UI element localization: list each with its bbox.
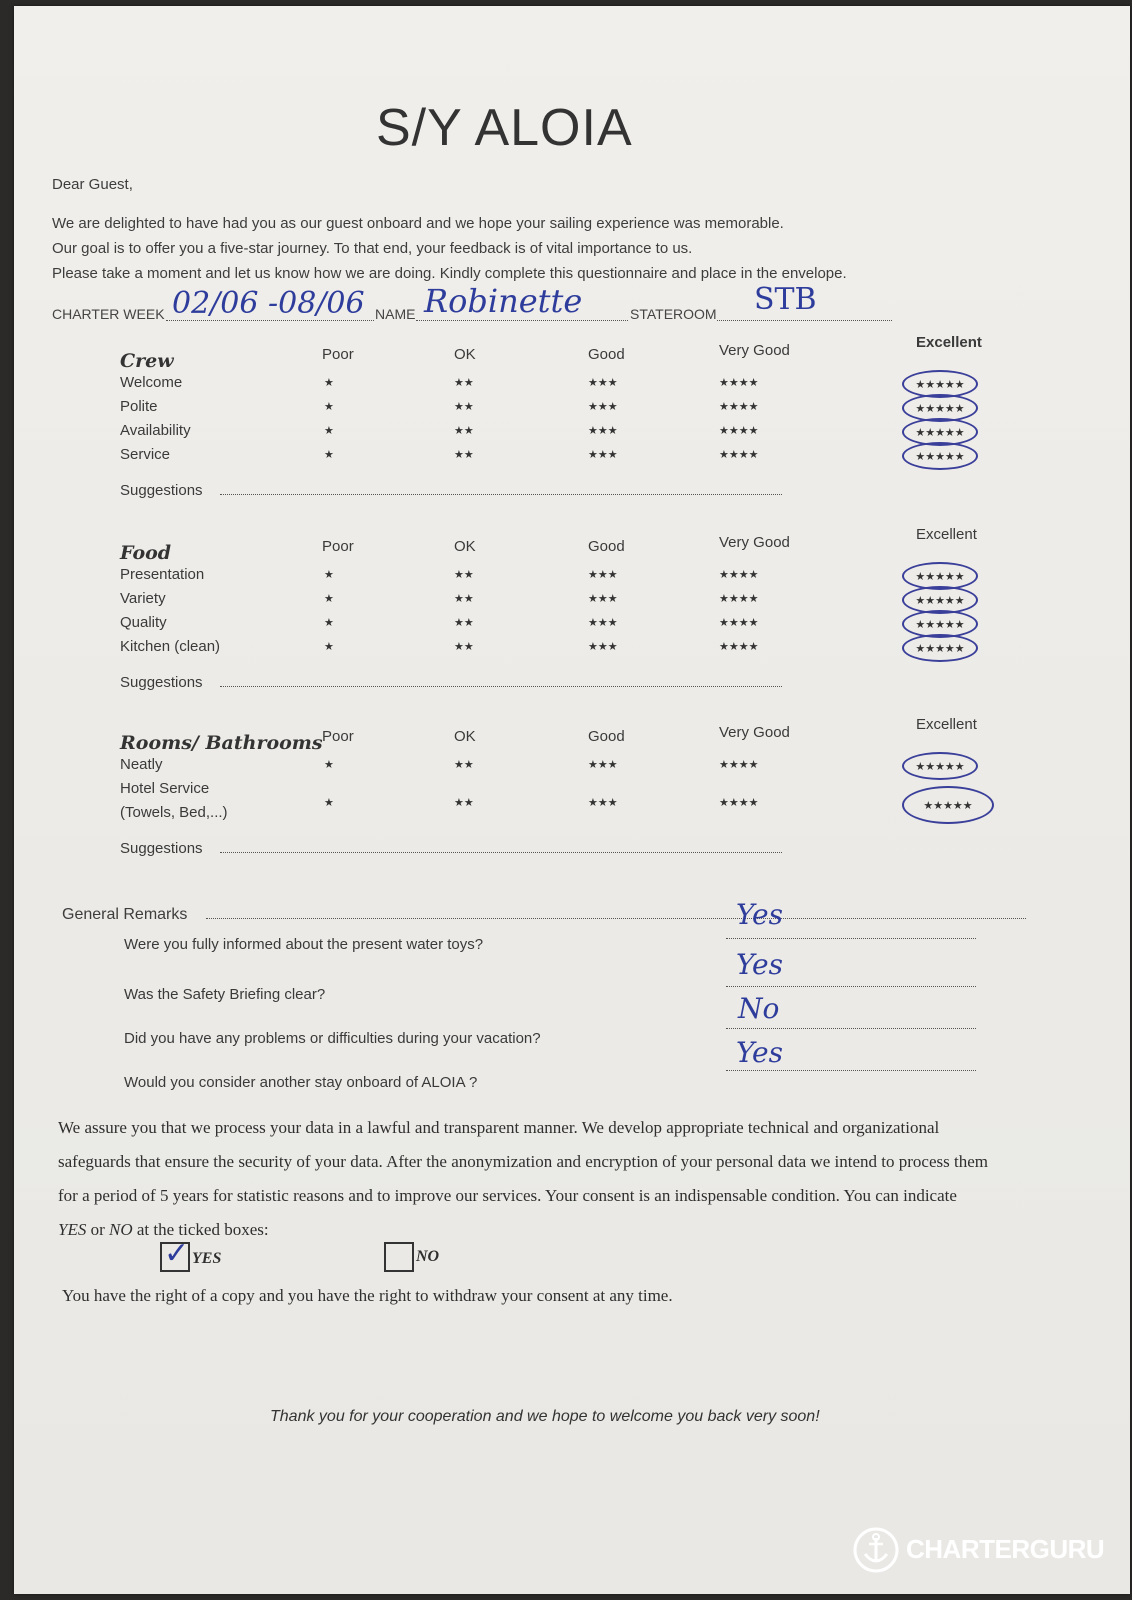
suggestions-line[interactable]: [220, 852, 782, 853]
consent-yes-checkbox[interactable]: [160, 1236, 190, 1272]
answer-line: [726, 938, 976, 939]
rating-item-label: Presentation: [120, 566, 205, 583]
feedback-form-sheet: [14, 6, 1130, 1594]
privacy-line-2: safeguards that ensure the security of your data. After the anonymization and encryption of your personal data we intend to process them: [58, 1152, 988, 1171]
rating-stars-option[interactable]: ★★: [454, 641, 474, 653]
closing-note: Thank you for your cooperation and we hope to welcome you back very soon!: [270, 1408, 820, 1425]
intro-line-1: We are delighted to have had you as our guest onboard and we hope your sailing experience was memorable.: [52, 215, 784, 232]
rating-stars-option[interactable]: ★★★: [588, 401, 618, 413]
rating-stars-option[interactable]: ★★★: [588, 759, 618, 771]
answer-line: [726, 1028, 976, 1029]
answer-field[interactable]: Yes: [736, 948, 783, 981]
selected-rating-circle[interactable]: ★★★★★: [902, 586, 978, 614]
charter-week-field[interactable]: 02/06 -08/06: [172, 286, 365, 321]
rating-stars-option[interactable]: ★: [324, 449, 334, 461]
rating-stars-option[interactable]: ★★: [454, 377, 474, 389]
selected-rating-circle[interactable]: ★★★★★: [902, 442, 978, 470]
check-mark: ✓: [164, 1236, 190, 1271]
rating-stars-option[interactable]: ★★★: [588, 641, 618, 653]
rating-stars-option[interactable]: ★: [324, 401, 334, 413]
suggestions-label: Suggestions: [120, 840, 203, 857]
rating-stars-option[interactable]: ★★★★: [719, 425, 759, 437]
name-field[interactable]: Robinette: [424, 282, 583, 320]
rating-column-header: Very Good: [719, 534, 790, 551]
rating-stars-option[interactable]: ★★: [454, 401, 474, 413]
rating-stars-option[interactable]: ★★★: [588, 593, 618, 605]
rating-stars-option[interactable]: ★★: [454, 425, 474, 437]
rating-item-label: Availability: [120, 422, 191, 439]
name-line: [416, 320, 628, 321]
consent-no-checkbox[interactable]: [384, 1242, 414, 1272]
rating-stars-option[interactable]: ★★★: [588, 449, 618, 461]
selected-rating-circle[interactable]: ★★★★★: [902, 634, 978, 662]
rating-item-label: Kitchen (clean): [120, 638, 221, 655]
rating-stars-option[interactable]: ★★★: [588, 377, 618, 389]
suggestions-label: Suggestions: [120, 674, 203, 691]
rating-stars-option[interactable]: ★: [324, 759, 334, 771]
charter-week-label: CHARTER WEEK: [52, 306, 165, 322]
privacy-line-1: We assure you that we process your data in a lawful and transparent manner. We develop appropriate technical and organizational: [58, 1118, 940, 1137]
rating-column-header: Poor: [322, 728, 354, 745]
general-remarks-label: General Remarks: [62, 906, 188, 923]
rating-stars-option[interactable]: ★★: [454, 617, 474, 629]
question-text: Were you fully informed about the present water toys?: [124, 936, 484, 953]
name-label: NAME: [375, 306, 416, 322]
rating-item-label: Welcome: [120, 374, 183, 391]
rating-stars-option[interactable]: ★★★★: [719, 593, 759, 605]
answer-line: [726, 986, 976, 987]
privacy-rights: You have the right of a copy and you have the right to withdraw your consent at any time.: [62, 1286, 673, 1305]
anchor-icon: [852, 1526, 900, 1574]
watermark-text: CHARTERGURU: [906, 1534, 1105, 1564]
rating-stars-option[interactable]: ★★: [454, 593, 474, 605]
selected-rating-circle[interactable]: ★★★★★: [902, 394, 978, 422]
privacy-or-word: or: [86, 1220, 110, 1239]
question-text: Would you consider another stay onboard of ALOIA ?: [124, 1074, 478, 1091]
suggestions-line[interactable]: [220, 494, 782, 495]
rating-column-header: Good: [588, 728, 625, 745]
rating-stars-option[interactable]: ★: [324, 797, 334, 809]
stateroom-line: [717, 320, 892, 321]
selected-rating-circle[interactable]: ★★★★★: [902, 562, 978, 590]
rating-stars-option[interactable]: ★★★★: [719, 449, 759, 461]
rating-item-label-2: (Towels, Bed,...): [120, 804, 228, 821]
rating-column-header: OK: [454, 538, 476, 555]
page-title: S/Y ALOIA: [376, 99, 633, 157]
rating-stars-option[interactable]: ★★★★: [719, 401, 759, 413]
rating-item-label: Polite: [120, 398, 158, 415]
rating-stars-option[interactable]: ★: [324, 617, 334, 629]
selected-rating-circle[interactable]: ★★★★★: [902, 752, 978, 780]
rating-stars-option[interactable]: ★★★: [588, 425, 618, 437]
general-remarks-line: [206, 918, 1026, 919]
question-text: Was the Safety Briefing clear?: [124, 986, 326, 1003]
rating-item-label: Quality: [120, 614, 167, 631]
rating-column-header: Excellent: [916, 526, 977, 543]
rating-column-header: Excellent: [916, 716, 977, 733]
privacy-line-3: for a period of 5 years for statistic reasons and to improve our services. Your consent is an indispensable condition. You can indicate: [58, 1186, 957, 1205]
rating-column-header: Good: [588, 346, 625, 363]
rating-stars-option[interactable]: ★★: [454, 759, 474, 771]
intro-line-3: Please take a moment and let us know how we are doing. Kindly complete this questionnaire and place in the envelope.: [52, 265, 847, 282]
rating-column-header: Excellent: [916, 334, 982, 351]
question-text: Did you have any problems or difficulties during your vacation?: [124, 1030, 541, 1047]
greeting: Dear Guest,: [52, 176, 133, 193]
selected-rating-circle[interactable]: ★★★★★: [902, 370, 978, 398]
rating-column-header: OK: [454, 728, 476, 745]
rating-column-header: Poor: [322, 538, 354, 555]
answer-line: [726, 1070, 976, 1071]
rating-stars-option[interactable]: ★: [324, 569, 334, 581]
section-title: Crew: [120, 350, 174, 372]
rating-stars-option[interactable]: ★★★: [588, 617, 618, 629]
rating-stars-option[interactable]: ★★: [454, 449, 474, 461]
rating-column-header: Very Good: [719, 724, 790, 741]
rating-column-header: Good: [588, 538, 625, 555]
answer-field[interactable]: Yes: [736, 1036, 783, 1069]
rating-stars-option[interactable]: ★: [324, 593, 334, 605]
rating-item-label: Hotel Service: [120, 780, 210, 797]
privacy-line-4-rest: at the ticked boxes:: [132, 1220, 269, 1239]
rating-column-header: Poor: [322, 346, 354, 363]
rating-stars-option[interactable]: ★: [324, 425, 334, 437]
selected-rating-circle[interactable]: ★★★★★: [902, 418, 978, 446]
selected-rating-circle[interactable]: ★★★★★: [902, 786, 994, 824]
rating-stars-option[interactable]: ★★★★: [719, 797, 759, 809]
rating-stars-option[interactable]: ★: [324, 641, 334, 653]
rating-stars-option[interactable]: ★★★★: [719, 617, 759, 629]
selected-rating-circle[interactable]: ★★★★★: [902, 610, 978, 638]
rating-stars-option[interactable]: ★★: [454, 569, 474, 581]
rating-item-label: Variety: [120, 590, 166, 607]
stateroom-field[interactable]: STB: [754, 282, 817, 317]
answer-field[interactable]: Yes: [736, 898, 783, 931]
stateroom-label: STATEROOM: [630, 306, 717, 322]
rating-item-label: Neatly: [120, 756, 163, 773]
rating-stars-option[interactable]: ★★★★: [719, 641, 759, 653]
answer-field[interactable]: No: [738, 992, 780, 1025]
rating-column-header: Very Good: [719, 342, 790, 359]
rating-stars-option[interactable]: ★★★: [588, 797, 618, 809]
consent-yes-label: YES: [192, 1250, 222, 1267]
rating-stars-option[interactable]: ★★★★: [719, 377, 759, 389]
privacy-no-word: NO: [109, 1220, 133, 1239]
rating-stars-option[interactable]: ★★★: [588, 569, 618, 581]
rating-stars-option[interactable]: ★★★★: [719, 569, 759, 581]
rating-stars-option[interactable]: ★★★★: [719, 759, 759, 771]
suggestions-label: Suggestions: [120, 482, 203, 499]
section-title: Food: [120, 542, 172, 564]
section-title: Rooms/ Bathrooms: [120, 732, 323, 754]
rating-item-label: Service: [120, 446, 171, 463]
suggestions-line[interactable]: [220, 686, 782, 687]
rating-stars-option[interactable]: ★: [324, 377, 334, 389]
privacy-yes-word: YES: [58, 1220, 87, 1239]
rating-stars-option[interactable]: ★★: [454, 797, 474, 809]
consent-no-label: NO: [416, 1248, 440, 1265]
rating-column-header: OK: [454, 346, 476, 363]
intro-line-2: Our goal is to offer you a five-star journey. To that end, your feedback is of vital importance to us.: [52, 240, 693, 257]
